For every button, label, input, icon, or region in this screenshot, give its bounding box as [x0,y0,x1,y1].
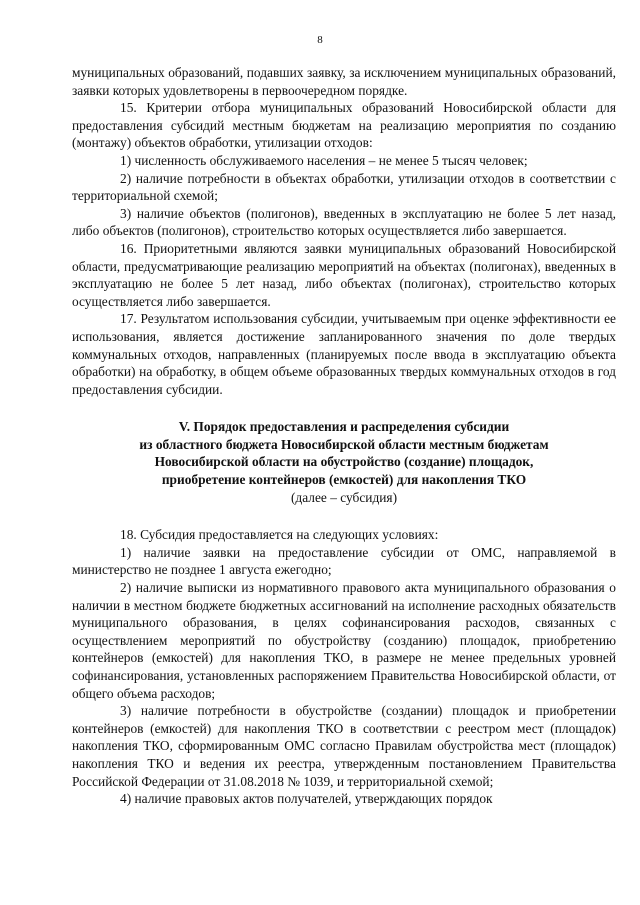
paragraph: 2) наличие выписки из нормативного правового акта муниципального образования о наличии в местном бюджете бюджетных ассигнований на исполнение расходных обязательств муниципального образования, в целях софинансирования расходов, связанных с осуществлением мероприятий по обустройству (созданию) площадок, приобретению контейнеров (емкостей) для накопления ТКО, в размере не менее предельных уровней софинансирования, установленных распоряжением Правительства Новосибирской области, от общего объема расходов; [72,580,616,701]
heading-line: из областного бюджета Новосибирской области местным бюджетам [139,436,549,452]
paragraph: 3) наличие потребности в обустройстве (создании) площадок и приобретении контейнеров (емкостей) для накопления ТКО в соответствии с реестром мест (площадок) накопления ТКО, сформированным ОМС согласно Правилам обустройства мест (площадок) накопления ТКО и ведения их реестра, утвержденным постановлением Правительства Российской Федерации от 31.08.2018 № 1039, и территориальной схемой; [72,703,616,789]
paragraph: 3) наличие объектов (полигонов), введенных в эксплуатацию не более 5 лет назад, либо объектов (полигонов), строительство которых осуществляется либо завершается. [72,205,616,239]
paragraph: 16. Приоритетными являются заявки муниципальных образований Новосибирской области, предусматривающие реализацию мероприятий на объектах (полигонах), введенных в эксплуатацию не более 5 лет назад, либо объектах (полигонах), строительство которых осуществляется либо завершается. [72,240,616,309]
paragraph: 17. Результатом использования субсидии, учитываемым при оценке эффективности ее использования, является достижение запланированного значения по доле твердых коммунальных отходов, направленных (планируемых после ввода в эксплуатацию объекта обработки) на обработку, в общем объеме образованных твердых коммунальных отходов в год предоставления субсидии. [72,311,616,397]
paragraph: 1) численность обслуживаемого населения – не менее 5 тысяч человек; [120,152,528,168]
section-heading [72,418,616,488]
paragraph: 1) наличие заявки на предоставление субсидии от ОМС, направляемой в министерство не позднее 1 августа ежегодно; [72,544,616,578]
paragraph: 4) наличие правовых актов получателей, утверждающих порядок [120,791,493,807]
paragraph: 18. Субсидия предоставляется на следующих условиях: [120,527,439,543]
paragraph: муниципальных образований, подавших заявку, за исключением муниципальных образований, заявки которых удовлетворены в первоочередном порядке. [72,65,616,98]
heading-subtitle: (далее – субсидия) [290,489,398,505]
heading-line: приобретение контейнеров (емкостей) для накопления ТКО [161,472,527,488]
paragraphs-top [72,64,616,398]
heading-line: V. Порядок предоставления и распределения субсидии [178,419,510,435]
page-number: 8 [317,34,323,46]
document-body [72,64,616,808]
paragraph: 2) наличие потребности в объектах обработки, утилизации отходов в соответствии с территориальной схемой; [72,170,616,204]
heading-line: Новосибирской области на обустройство (создание) площадок, [154,454,534,470]
paragraphs-bottom [72,526,616,808]
paragraph: 15. Критерии отбора муниципальных образований Новосибирской области для предоставления субсидий местным бюджетам на реализацию мероприятия по созданию (монтажу) объектов обработки, утилизации отходов: [72,100,616,151]
